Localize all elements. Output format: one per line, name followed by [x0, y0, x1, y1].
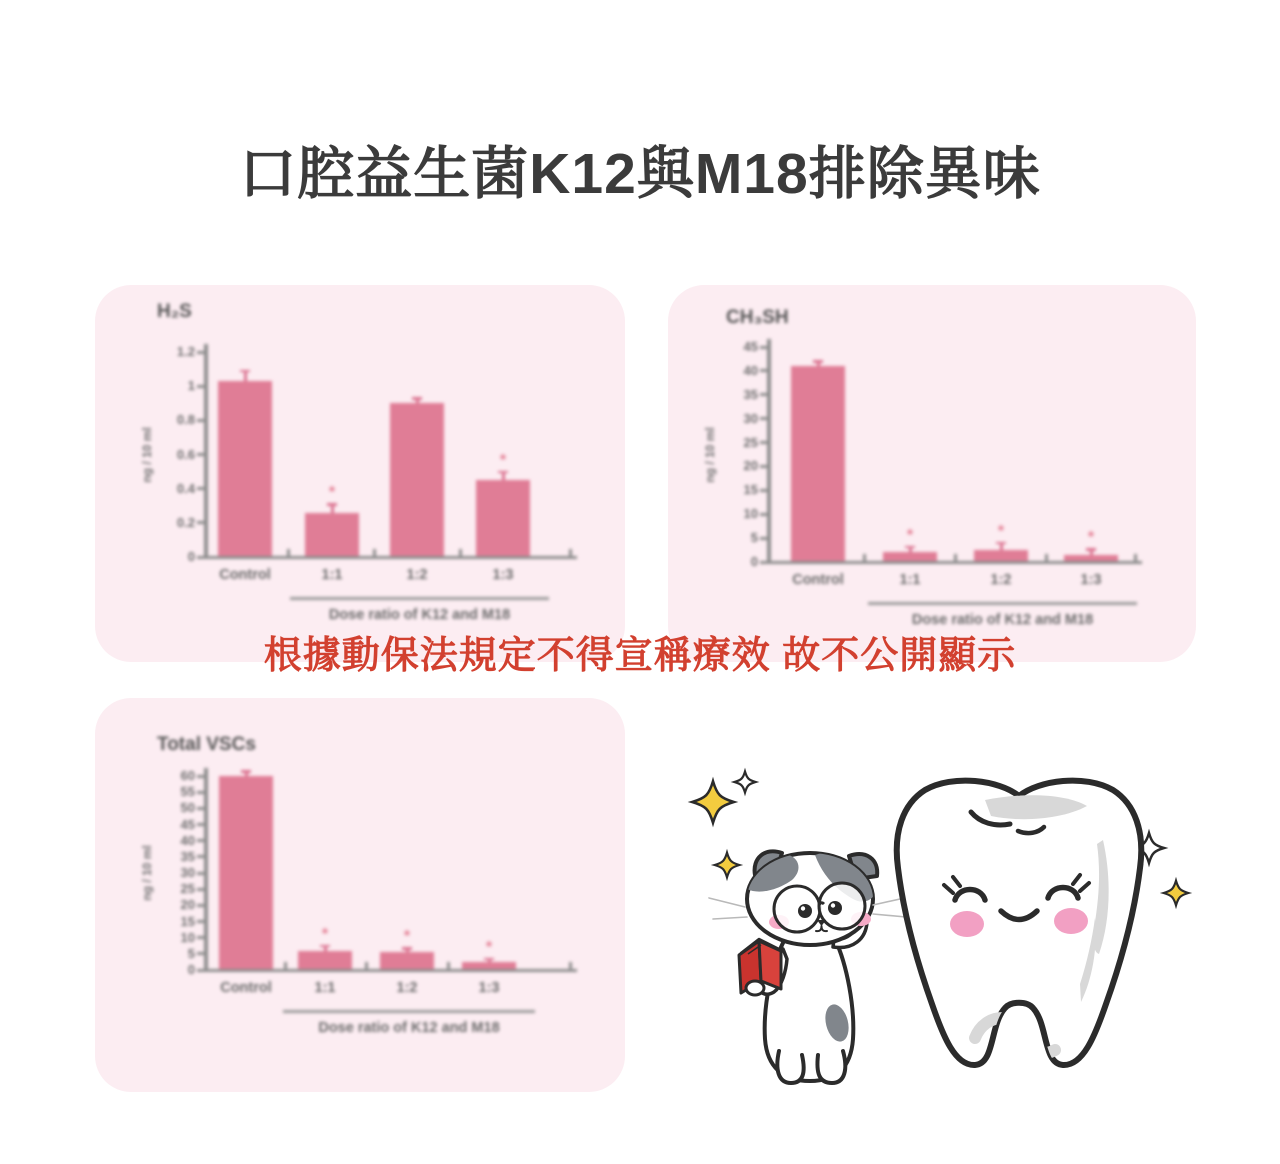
x-tick-label: Control [220, 980, 272, 996]
y-tick-label: 0.4 [176, 480, 195, 496]
y-tick-label: 0 [750, 554, 758, 569]
sparkle-icon [715, 853, 740, 878]
x-axis [205, 556, 577, 560]
error-bar-cap [1086, 548, 1096, 551]
chart-card-h2s [95, 285, 625, 662]
significance-marker: * [403, 928, 411, 946]
y-tick-label: 35 [180, 848, 195, 864]
bar-chart-ch3sh [668, 285, 1196, 662]
x-axis-label: Dose ratio of K12 and M18 [328, 607, 511, 623]
bar [219, 776, 273, 970]
y-tick-label: 40 [743, 362, 758, 378]
x-axis [768, 561, 1142, 565]
error-bar-cap [327, 503, 337, 506]
y-tick-label: 15 [743, 482, 758, 498]
error-bar-cap [813, 360, 823, 363]
y-axis [767, 339, 771, 564]
y-axis-label: ng / 10 ml [140, 845, 154, 901]
y-tick-label: 35 [743, 386, 758, 402]
significance-marker: * [328, 484, 336, 502]
cat-illustration [709, 851, 909, 1083]
cat-leg-left [777, 1051, 803, 1083]
y-tick-label: 0 [187, 962, 195, 977]
y-tick-label: 45 [743, 339, 758, 354]
y-tick-label: 0.8 [176, 412, 195, 428]
error-bar-cap [905, 546, 915, 549]
bar [476, 480, 530, 557]
dose-group-line [290, 597, 549, 600]
bar [298, 951, 352, 970]
error-bar-cap [240, 370, 250, 373]
x-tick-label: 1:2 [406, 567, 428, 583]
y-tick-label: 0.6 [176, 446, 195, 462]
chart-card-ch3sh [668, 285, 1196, 662]
cat-paw-on-book [746, 981, 764, 995]
mascot-illustration [660, 740, 1220, 1140]
y-tick-label: 50 [180, 800, 195, 816]
error-bar-cap [484, 958, 494, 961]
y-tick-label: 20 [180, 897, 195, 913]
error-bar-cap [498, 471, 508, 474]
y-tick-label: 5 [750, 530, 758, 546]
y-tick-label: 10 [743, 506, 758, 522]
y-tick-label: 10 [180, 929, 195, 945]
significance-marker: * [499, 451, 507, 469]
dose-group-line [868, 602, 1137, 605]
error-bar-cap [412, 397, 422, 400]
y-axis [204, 344, 208, 559]
x-axis [205, 969, 577, 973]
y-tick-label: 25 [180, 881, 195, 897]
y-axis-label: ng / 10 ml [703, 426, 717, 483]
y-tick-label: 40 [180, 832, 195, 848]
error-bar-cap [402, 947, 412, 950]
page-title: 口腔益生菌K12與M18排除異味 [239, 142, 1041, 206]
y-tick-label: 0 [187, 549, 195, 564]
chart-card-total-vscs [95, 698, 625, 1092]
y-tick-label: 55 [180, 784, 195, 800]
significance-marker: * [997, 522, 1005, 540]
y-tick-label: 60 [180, 768, 195, 783]
error-bar-cap [996, 542, 1006, 545]
x-tick-label: 1:3 [478, 980, 500, 996]
x-tick-label: 1:2 [990, 572, 1012, 588]
cat-leg-right [817, 1051, 845, 1083]
bar [305, 513, 359, 557]
sparkle-icon [692, 781, 734, 823]
y-axis [204, 768, 208, 972]
bar-chart-total-vscs [95, 698, 625, 1092]
bar [390, 403, 444, 557]
significance-marker: * [321, 925, 329, 943]
error-bar-cap [320, 945, 330, 948]
significance-marker: * [906, 526, 914, 544]
x-tick-label: 1:1 [314, 980, 336, 996]
x-tick-label: Control [219, 567, 271, 583]
error-bar-cap [241, 770, 251, 773]
tooth-blush-left [950, 911, 984, 937]
x-axis-label: Dose ratio of K12 and M18 [911, 612, 1094, 628]
x-tick-label: 1:1 [899, 572, 921, 588]
y-tick-label: 20 [743, 458, 758, 474]
y-tick-label: 25 [743, 434, 758, 450]
bar [380, 952, 434, 970]
tooth-blush-right [1054, 908, 1088, 934]
x-tick-label: Control [792, 572, 844, 588]
significance-marker: * [1087, 529, 1095, 547]
chart-title: CH₃SH [726, 307, 789, 328]
x-tick-label: 1:3 [492, 567, 514, 583]
chart-title: Total VSCs [157, 734, 256, 755]
y-tick-label: 45 [180, 816, 195, 832]
sparkle-icon [1164, 881, 1189, 906]
x-axis-label: Dose ratio of K12 and M18 [318, 1020, 500, 1036]
y-tick-label: 1.2 [176, 344, 195, 359]
bar [218, 381, 272, 557]
y-tick-label: 5 [187, 945, 195, 961]
tooth-illustration [897, 781, 1142, 1065]
y-tick-label: 0.2 [176, 514, 195, 530]
y-axis-label: ng / 10 ml [140, 426, 154, 483]
y-tick-label: 30 [743, 410, 758, 426]
x-tick-label: 1:3 [1080, 572, 1102, 588]
y-tick-label: 1 [187, 378, 195, 394]
error-bar [244, 371, 247, 381]
disclaimer-text: 根據動保法規定不得宣稱療效 故不公開顯示 [263, 635, 1017, 677]
dose-group-line [283, 1010, 535, 1013]
y-tick-label: 15 [180, 913, 195, 929]
y-tick-label: 30 [180, 865, 195, 880]
chart-title: H₂S [157, 301, 192, 322]
bar [791, 366, 845, 562]
significance-marker: * [485, 938, 493, 956]
x-tick-label: 1:2 [396, 980, 418, 996]
x-tick-label: 1:1 [321, 567, 343, 583]
sparkle-icon [735, 772, 756, 793]
bar-chart-h2s [95, 285, 625, 662]
